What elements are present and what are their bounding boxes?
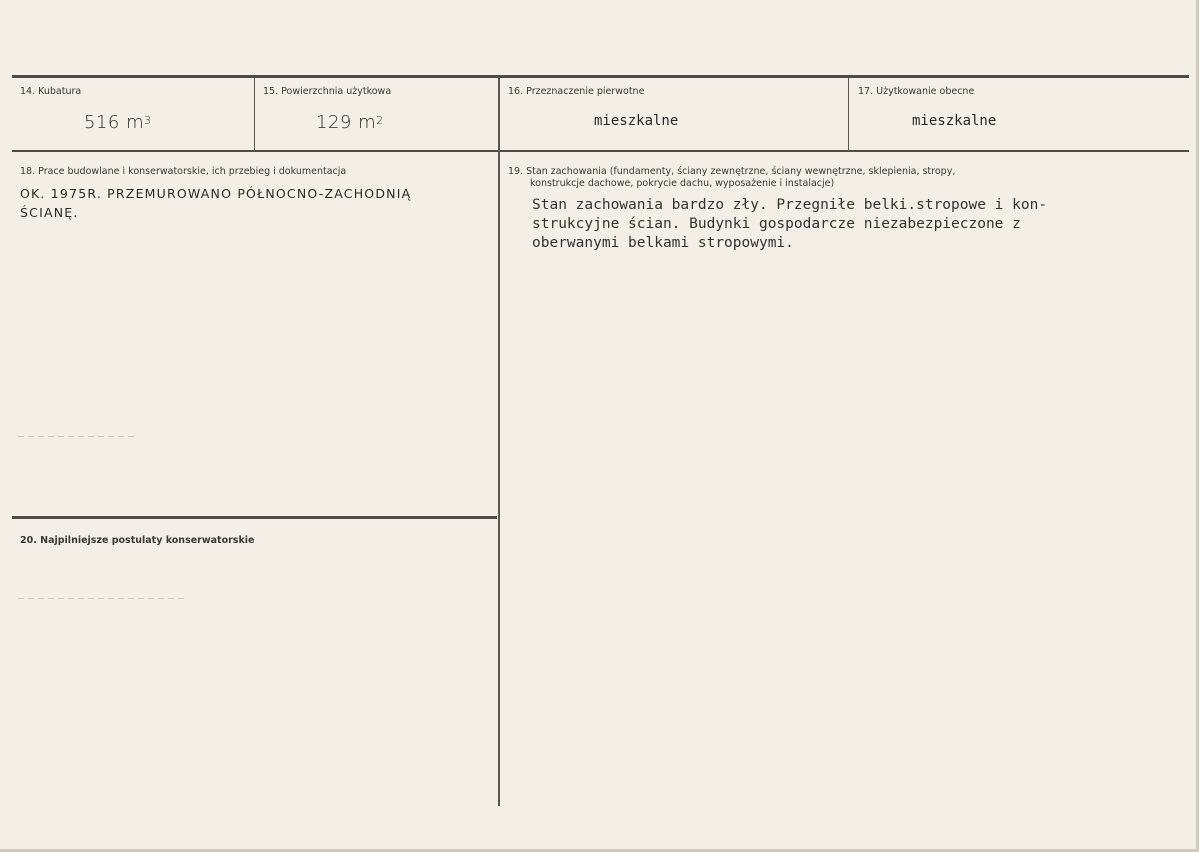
field-14-label: 14. Kubatura (20, 86, 82, 97)
field-19-typed-line-3: oberwanymi belkami stropowymi. (532, 235, 794, 251)
field-19-label-line-1: 19. Stan zachowania (fundamenty, ściany zewnętrzne, ściany wewnętrzne, sklepienia, stropy, (508, 166, 956, 177)
col-divider-16-17 (848, 78, 849, 151)
field-14-unit-exponent: 3 (144, 114, 152, 127)
field-19-typed-line-1: Stan zachowania bardzo zły. Przegniłe belki.stropowe i kon- (532, 197, 1048, 213)
field-15-number: 129 m (316, 112, 377, 133)
field-20-label: 20. Najpilniejsze postulaty konserwatorskie (20, 535, 255, 546)
field-17-value: mieszkalne (912, 113, 997, 129)
field-17-label: 17. Użytkowanie obecne (858, 86, 975, 97)
field-16-label: 16. Przeznaczenie pierwotne (508, 86, 645, 97)
row-divider-rule (12, 150, 1189, 152)
field-18-handwritten-line-1: OK. 1975R. PRZEMUROWANO PÓŁNOCNO-ZACHODNIĄ (20, 186, 412, 201)
field-15-value (316, 112, 384, 133)
field-19-label-line-2: konstrukcje dachowe, pokrycie dachu, wyposażenie i instalacje) (530, 178, 835, 189)
field-18-label: 18. Prace budowlane i konserwatorskie, ich przebieg i dokumentacja (20, 166, 347, 177)
col-divider-main (498, 78, 500, 806)
field-14-number: 516 m (84, 112, 145, 133)
ghost-line (18, 598, 188, 599)
section-18-20-divider (12, 516, 497, 519)
field-15-label: 15. Powierzchnia użytkowa (263, 86, 392, 97)
field-19-typed-line-2: strukcyjne ścian. Budynki gospodarcze niezabezpieczone z (532, 216, 1021, 232)
field-16-value: mieszkalne (594, 113, 679, 129)
ghost-line (18, 436, 138, 437)
field-18-handwritten-line-2: ŚCIANĘ. (20, 205, 79, 220)
field-14-value (84, 112, 152, 133)
field-15-unit-exponent: 2 (376, 114, 384, 127)
top-rule (12, 75, 1189, 78)
col-divider-14-15 (254, 78, 255, 151)
